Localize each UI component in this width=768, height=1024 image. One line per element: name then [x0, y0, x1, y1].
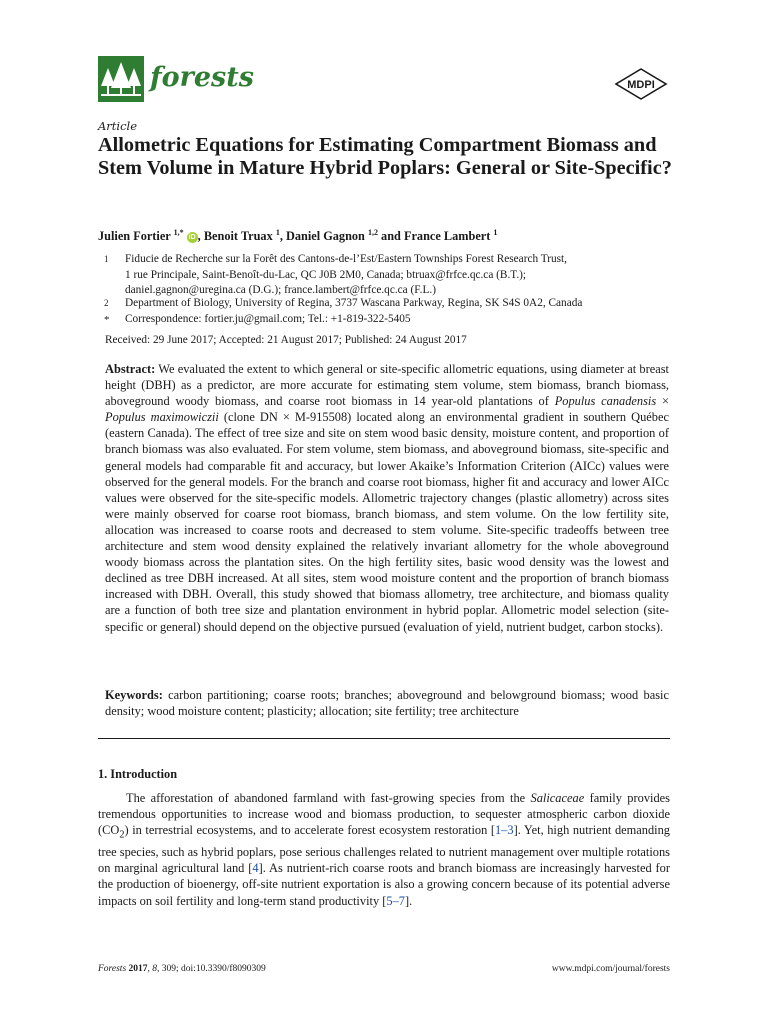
affiliation-mark: 1 [104, 254, 109, 264]
abstract-label: Abstract: [105, 362, 156, 376]
publication-dates: Received: 29 June 2017; Accepted: 21 August 2017; Published: 24 August 2017 [105, 334, 467, 346]
footer-citation: Forests 2017, 8, 309; doi:10.3390/f8090309 [98, 964, 266, 974]
correspondence-line: Correspondence: fortier.ju@gmail.com; Tel.: +1-819-322-5405 [125, 313, 411, 325]
author-name[interactable]: Benoit Truax [203, 229, 273, 244]
affiliation-mark: 2 [104, 298, 109, 308]
affiliation-marker: 1,2 [367, 228, 378, 237]
affiliation-line: daniel.gagnon@uregina.ca (D.G.); france.lambert@frfce.qc.ca (F.L.) [125, 284, 436, 296]
author-list: Julien Fortier $^{1,*}$ iD , Benoit Truax $^1$, Daniel Gagnon $^{1,2}$ and France Lambert $^1$ [98, 228, 498, 244]
article-title: Allometric Equations for Estimating Compartment Biomass and Stem Volume in Mature Hybrid Poplars: General or Site-Specific? [98, 134, 672, 179]
affiliation-line: Department of Biology, University of Regina, 3737 Wascana Parkway, Regina, SK S4S 0A2, Canada [125, 297, 583, 309]
orcid-icon[interactable]: iD [188, 234, 196, 242]
section-divider [98, 738, 670, 739]
article-type: Article [98, 119, 138, 133]
affiliation-marker: 1 [493, 228, 498, 237]
family-name: Salicaceae [530, 791, 585, 805]
species-name: Populus canadensis [554, 394, 657, 409]
mdpi-logo [613, 68, 669, 100]
journal-name: forests [150, 62, 254, 93]
affiliation-line: 1 rue Principale, Saint-Benoît-du-Lac, QC J0B 2M0, Canada; btruax@frfce.qc.ca (B.T.); [125, 268, 527, 281]
affiliation-mark: * [104, 314, 110, 326]
author-conjunction: and [381, 229, 401, 244]
affiliation-marker: 1,* [173, 228, 184, 237]
affiliation-line: Fiducie de Recherche sur la Forêt des Cantons-de-l’Est/Eastern Townships Forest Research Trust, [125, 253, 568, 265]
species-name: Populus maximowiczii [105, 410, 219, 425]
citation-link[interactable]: 4 [252, 861, 259, 876]
citation-link[interactable]: 1–3 [494, 823, 514, 838]
section-heading: 1. Introduction [98, 767, 178, 781]
keywords-label: Keywords: [105, 688, 163, 702]
author-name[interactable]: France Lambert [403, 229, 491, 244]
author-name[interactable]: Julien Fortier [98, 229, 171, 244]
mdpi-logo-text: MDPI [627, 79, 655, 91]
introduction-paragraph: The afforestation of abandoned farmland with fast-growing species from the Salicaceae family provides tremendous opportunities to increase wood and biomass production, to sequester atmospheric carbon dioxide $(CO_2)$ in terrestrial ecosystems, and to accelerate forest ecosystem restoration [1–3]. Yet, high nutrient demanding tree species, such as hybrid poplars, pose serious challenges related to nutrient management over multiple rotations on marginal agricultural land [4]. As nutrient-rich coarse roots and branch biomass are increasingly harvested for the production of bioenergy, off-site nutrient exportation is also a growing concern because of its potential adverse impacts on soil fertility and long-term stand productivity [5–7]. [98, 791, 671, 908]
forest-trees-icon [98, 56, 144, 102]
footer-url[interactable]: www.mdpi.com/journal/forests [551, 964, 670, 974]
citation-link[interactable]: 5–7 [386, 893, 405, 908]
affiliation-marker: 1 [275, 228, 280, 237]
keywords: Keywords: carbon partitioning; coarse roots; branches; aboveground and belowground biomass; wood basic density; wood moisture content; plasticity; allocation; site fertility; tree architecture [105, 688, 669, 719]
abstract: Abstract: We evaluated the extent to which general or site-specific allometric equations, using diameter at breast height (DBH) as a predictor, are more accurate for estimating stem volume, stem biomass, branch biomass, aboveground woody biomass, and coarse root biomass in 14 year-old plantations of Populus canadensis × Populus maximowiczii (clone DN × M-915508) located along an environmental gradient in southern Québec (eastern Canada). The effect of tree size and site on stem wood basic density, moisture content, and proportion of branch biomass was also evaluated. For stem volume, stem biomass, and aboveground biomass, site-specific and general models had comparable fit and accuracy, but lower Akaike’s Information Criterion (AICc) values were observed for the general models. For the branch and coarse root biomass, higher fit and accuracy and lower AICc values were observed for the site-specific models. Allometric trajectory changes (plastic allometry) across sites were mainly observed for coarse root biomass, branch biomass, and stem volume. On the low fertility site, allocation was increased to coarse roots and decreased to stem volume. Site-specific tradeoffs between tree architecture and stem wood density explained the relatively invariant allometry for the whole aboveground woody biomass across the plantation sites. On the high fertility sites, basic wood density was the lowest and declined as tree DBH increased. At all sites, stem wood moisture content and the proportion of branch biomass increased with DBH. Overall, this study showed that biomass allometry, tree architecture, and biomass quality are a function of both tree size and plantation environment in hybrid poplar. Allometric model selection (site-specific or general) should depend on the objective pursued (evaluation of yield, nutrient budget, carbon stocks). [105, 362, 669, 634]
author-name[interactable]: Daniel Gagnon [285, 229, 365, 244]
